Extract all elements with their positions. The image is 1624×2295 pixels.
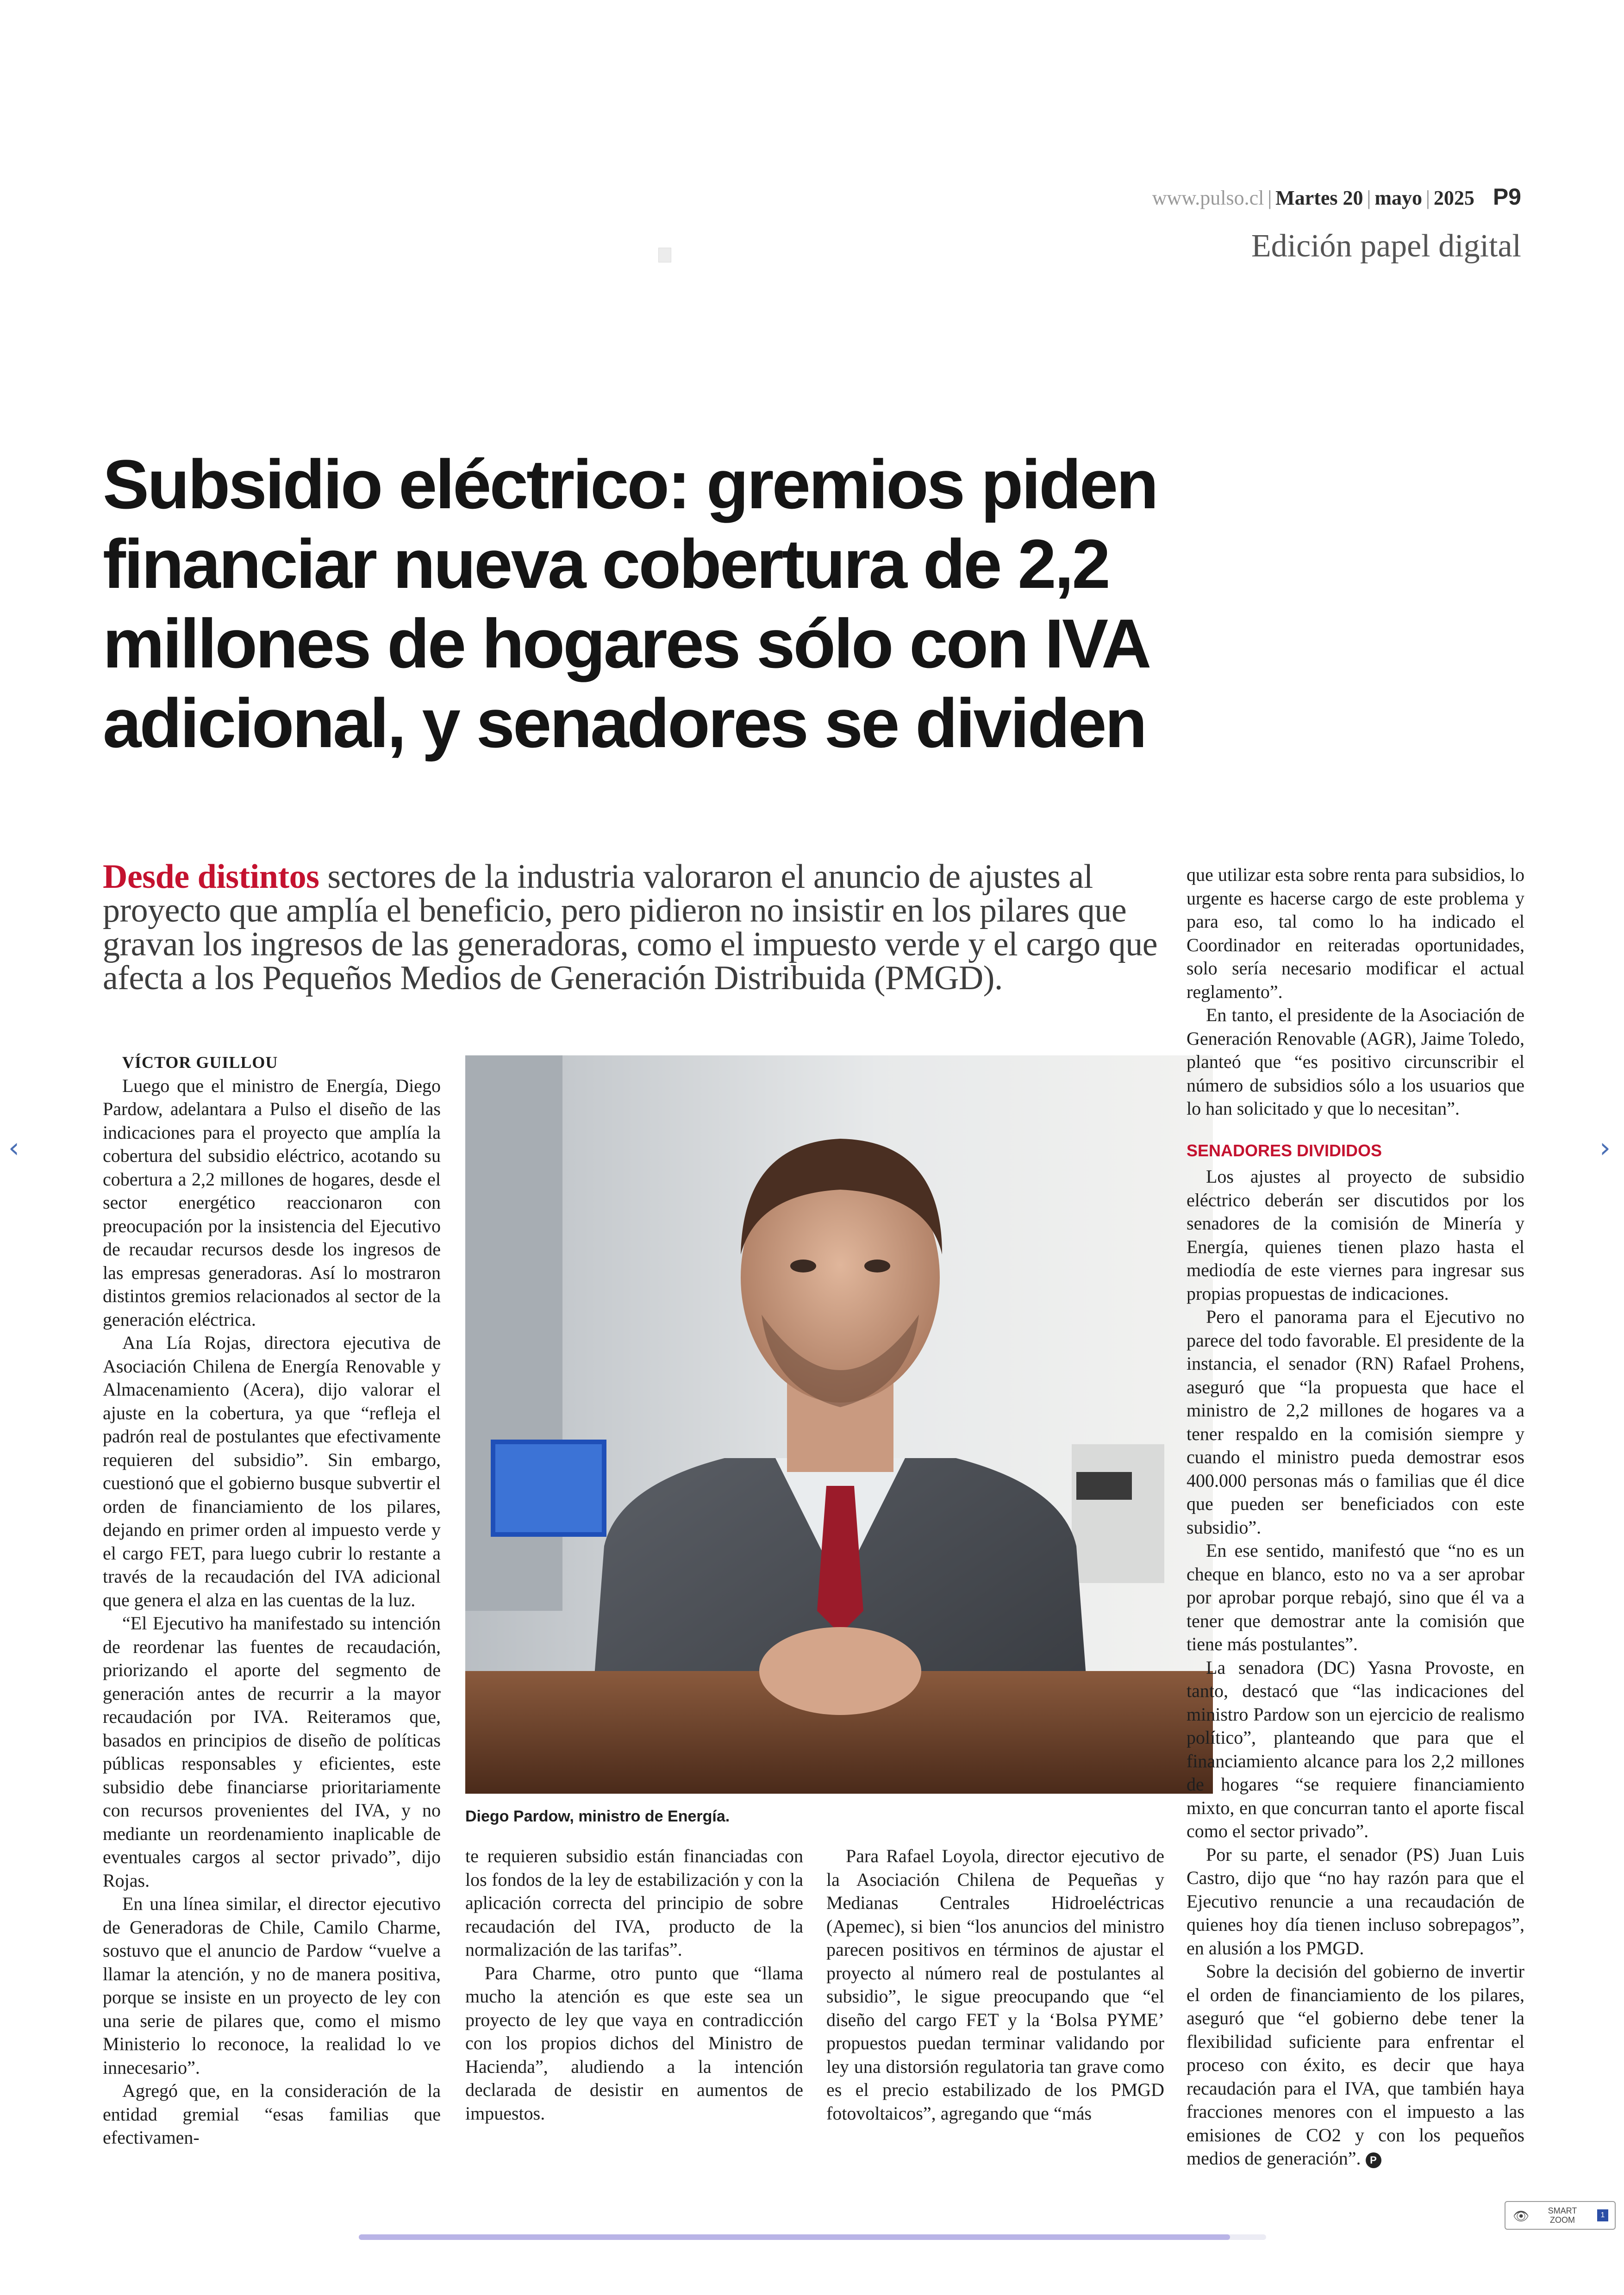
- page-header: [1152, 183, 1521, 210]
- paragraph: Los ajustes al proyecto de subsidio eléctrico deberán ser discutidos por los senadores de la comisión de Minería y Energía, quienes tienen plazo hasta el mediodía de este viernes para ingresar sus propias propuestas de indicaciones.: [1187, 1166, 1524, 1304]
- page-number: P9: [1493, 184, 1521, 210]
- column-2: [465, 1845, 803, 2125]
- website-url[interactable]: www.pulso.cl: [1152, 187, 1264, 209]
- ad-marker: [658, 248, 671, 262]
- header-separator: |: [1367, 187, 1371, 209]
- paragraph: te requieren subsidio están financiadas con los fondos de la ley de estabilización y con la aplicación correcta del principio de sobre recaudación del IVA, producto de la normalización de las tarifas”.: [465, 1846, 803, 1960]
- smart-zoom-line1: SMART: [1548, 2206, 1577, 2215]
- article-lead: [103, 860, 1168, 995]
- paragraph: La senadora (DC) Yasna Provoste, en tanto, destacó que “las indicaciones del ministro Pardow son un ejercicio de realismo político”, planteando que para que el financiamiento alcance para los 2,2 millones de hogares “se requiere financiamiento mixto, en que concurran tanto el aporte fiscal como el sector privado”.: [1187, 1657, 1524, 1841]
- lead-text: sectores de la industria valoraron el anuncio de ajustes al proyecto que amplía el beneficio, pero pidieron no insistir en los pilares que gravan los ingresos de las generadoras, como el impuesto verde y el cargo que afecta a los Pequeños Medios de Generación Distribuida (PMGD).: [103, 858, 1158, 997]
- end-mark-icon: P: [1366, 2152, 1381, 2168]
- paragraph: que utilizar esta sobre renta para subsidios, lo urgente es hacerse cargo de este problema y para eso, tal como lo ha indicado el Coordinador en reiteradas oportunidades, solo sería necesario modificar el actual reglamento”.: [1187, 864, 1524, 1002]
- photo-caption: Diego Pardow, ministro de Energía.: [465, 1808, 730, 1825]
- smart-zoom-label: [1542, 2206, 1583, 2225]
- smart-zoom-badge: 1: [1597, 2209, 1608, 2221]
- paragraph: Para Rafael Loyola, director ejecutivo de la Asociación Chilena de Pequeñas y Medianas Centrales Hidroeléctricas (Apemec), si bien “los anuncios del ministro parecen positivos en términos de ajustar el proyecto al número real de postulantes al subsidio”, le sigue preocupando que “el diseño del cargo FET y la ‘Bolsa PYME’ propuestos puedan terminar validando por ley una distorsión regulatoria tan grave como es el precio estabilizado de los PMGD fotovoltaicos”, agregando que “más: [826, 1846, 1164, 2124]
- section-subhead: SENADORES DIVIDIDOS: [1187, 1141, 1382, 1160]
- paragraph: Para Charme, otro punto que “llama mucho la atención es que este sea un proyecto de ley que vaya en contradicción con los propios dichos del Ministro de Hacienda”, aludiendo a la intención declarada de desistir en aumentos de impuestos.: [465, 1962, 803, 2124]
- article-headline: Subsidio eléctrico: gremios piden financiar nueva cobertura de 2,2 millones de hogares sólo con IVA adicional, y senadores se dividen: [103, 445, 1157, 762]
- paragraph-text: Sobre la decisión del gobierno de invertir el orden de financiamiento de los pilares, aseguró que “el gobierno debe tener la flexibilidad suficiente para enfrentar el proceso con éxito, es decir que haya recaudación para el IVA, que también haya fracciones menores con el impuesto a las emisiones de CO2 y con los pequeños medios de generación”.: [1187, 1961, 1524, 2169]
- paragraph: “El Ejecutivo ha manifestado su intención de reordenar las fuentes de recaudación, priorizando el aporte del segmento de generación antes de recurrir a la mayor recaudación por IVA. Reiteramos que, basados en principios de diseño de políticas públicas responsables y eficientes, este subsidio debe financiarse prioritariamente con recursos provenientes del IVA, y no mediante un reordenamiento inaplicable de eventuales cargos al sector privado”, dijo Rojas.: [103, 1613, 441, 1891]
- paragraph: [1187, 1960, 1524, 2170]
- issue-month: mayo: [1374, 187, 1423, 209]
- paragraph: Ana Lía Rojas, directora ejecutiva de Asociación Chilena de Energía Renovable y Almacenamiento (Acera), dijo valorar el ajuste en la cobertura, ya que “refleja el padrón real de postulantes que efectivamente requieren del subsidio”. Sin embargo, cuestionó que el gobierno busque subvertir el orden de financiamiento de los pilares, dejando en primer orden al impuesto verde y el cargo FET, para luego cubrir lo restante a través de la recaudación del IVA adicional que genera el alza en las cuentas de la luz.: [103, 1332, 441, 1610]
- reading-progress-bar[interactable]: [359, 2234, 1266, 2240]
- paragraph: Luego que el ministro de Energía, Diego Pardow, adelantara a Pulso el diseño de las indicaciones para el proyecto que amplía la cobertura del subsidio eléctrico, acotando su cobertura a 2,2 millones de hogares, desde el sector energético reaccionaron con preocupación por la insistencia del Ejecutivo de recaudar recursos desde los ingresos de las empresas generadoras. Así lo mostraron distintos gremios relacionados al sector de la generación eléctrica.: [103, 1075, 441, 1330]
- eye-icon: 👁: [1513, 2209, 1530, 2223]
- smart-zoom-line2: ZOOM: [1550, 2215, 1575, 2225]
- portrait-photo: [465, 1055, 1213, 1794]
- lead-accent: Desde distintos: [103, 858, 319, 896]
- header-separator: |: [1426, 187, 1430, 209]
- column-3: [826, 1845, 1164, 2125]
- paragraph: Agregó que, en la consideración de la entidad gremial “esas familias que efectivamen-: [103, 2080, 441, 2148]
- chevron-left-icon[interactable]: ‹: [8, 1132, 19, 1164]
- chevron-right-icon[interactable]: ›: [1599, 1132, 1611, 1164]
- edition-label: Edición papel digital: [1251, 228, 1521, 264]
- byline: VÍCTOR GUILLOU: [122, 1053, 278, 1072]
- reading-progress-fill: [359, 2234, 1230, 2240]
- paragraph: Pero el panorama para el Ejecutivo no parece del todo favorable. El presidente de la instancia, el senador (RN) Rafael Prohens, aseguró que “la propuesta que hace el ministro de 2,2 millones de hogares va a tener respaldo en la comisión siempre y cuando el ministro pueda demostrar esos 400.000 personas más o familias que él dice que pueden ser beneficiados con este subsidio”.: [1187, 1306, 1524, 1538]
- paragraph: En tanto, el presidente de la Asociación de Generación Renovable (AGR), Jaime Toledo, planteó que “es positivo circunscribir el número de subsidios sólo a los usuarios que lo han solicitado y que lo necesitan”.: [1187, 1004, 1524, 1119]
- paragraph: En una línea similar, el director ejecutivo de Generadoras de Chile, Camilo Charme, sostuvo que el anuncio de Pardow “vuelve a llamar la atención, y no de manera positiva, porque se insiste en un proyecto de ley con una serie de pilares que, como el mismo Ministerio lo reconoce, la realidad lo ve innecesario”.: [103, 1893, 441, 2078]
- column-4: [1187, 863, 1524, 2170]
- issue-date-day: Martes 20: [1275, 187, 1363, 209]
- paragraph: En ese sentido, manifestó que “no es un cheque en blanco, esto no va a ser aprobar por aprobar porque rebajó, sino que él va a tener que demostrar ante la comisión que tiene más postulantes”.: [1187, 1540, 1524, 1654]
- column-1: [103, 1051, 441, 2150]
- smart-zoom-button[interactable]: [1505, 2201, 1616, 2230]
- header-separator: |: [1268, 187, 1272, 209]
- paragraph: Por su parte, el senador (PS) Juan Luis Castro, dijo que “no hay razón para que el Ejecutivo renuncie a una recaudación de quienes hoy día tienen incluso sobrepagos”, en alusión a los PMGD.: [1187, 1844, 1524, 1958]
- issue-year: 2025: [1433, 187, 1474, 209]
